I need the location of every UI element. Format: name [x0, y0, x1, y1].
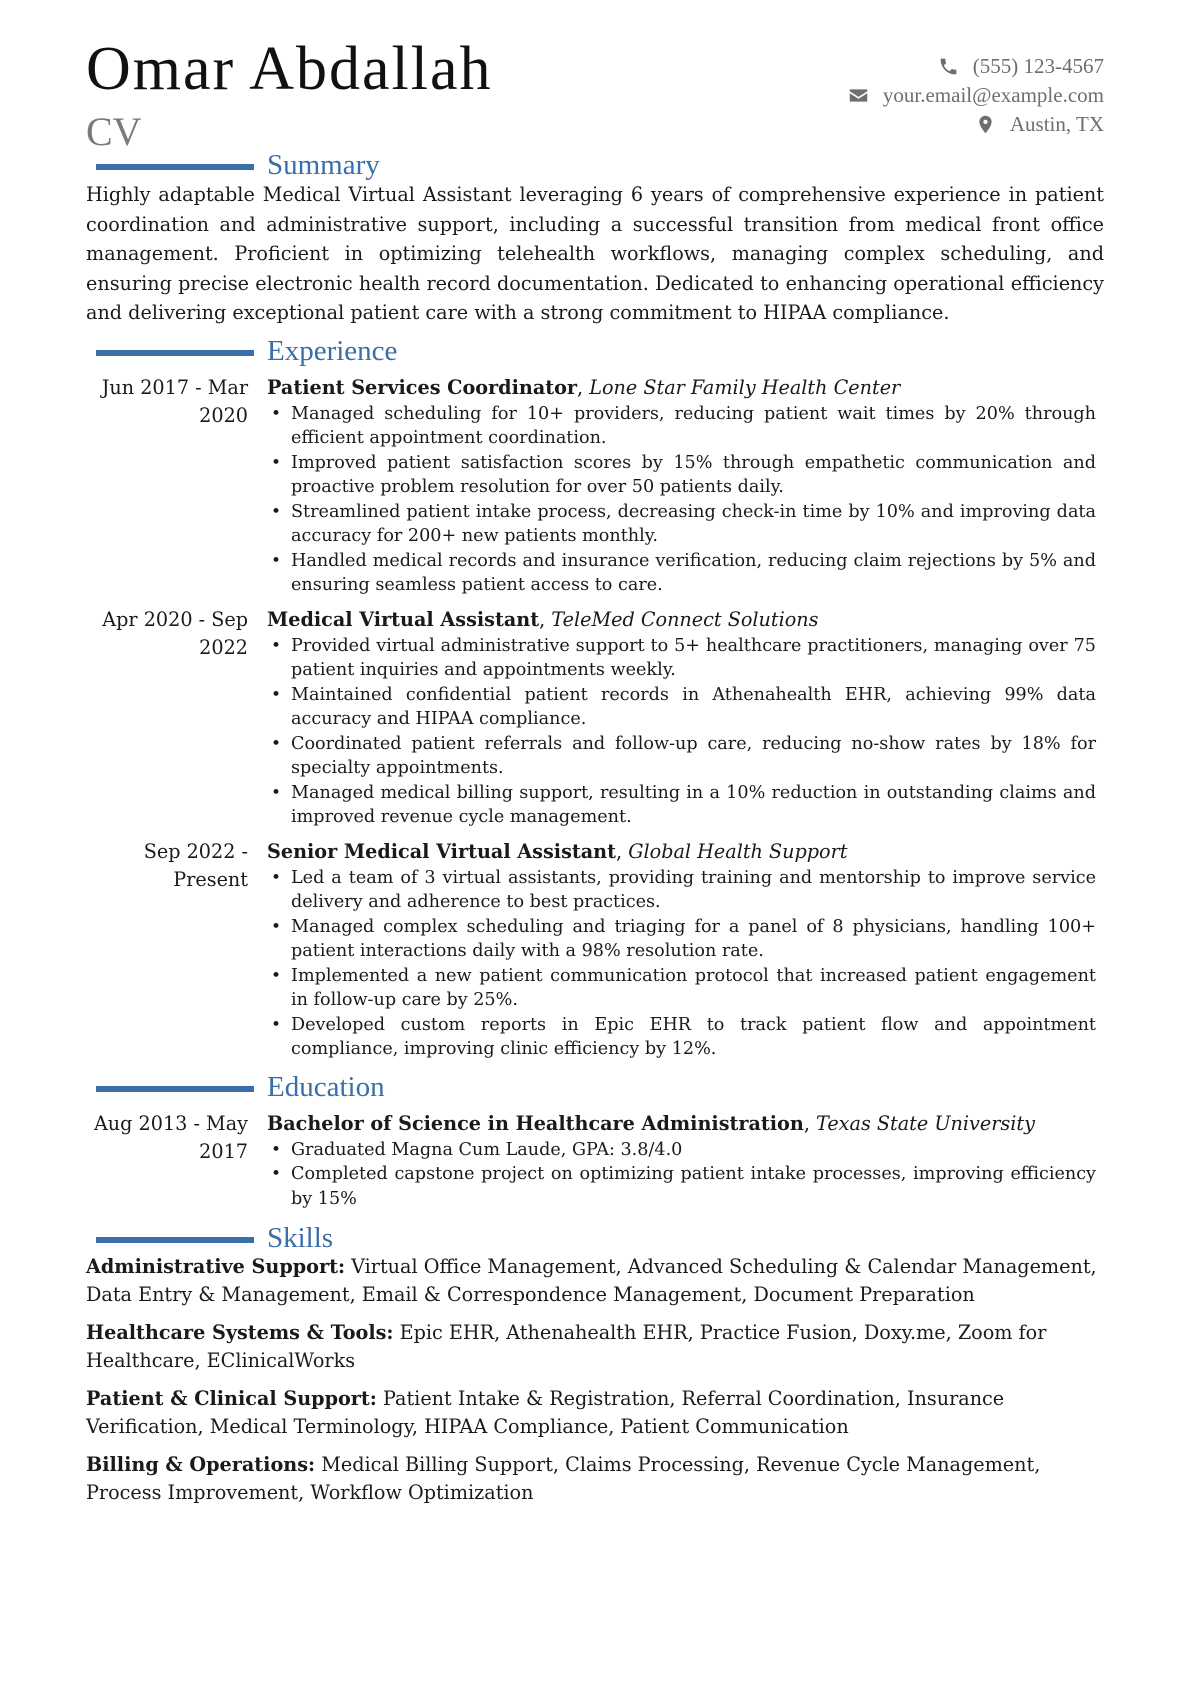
section-title-education: Education [267, 1070, 385, 1103]
entry-date: Sep 2022 - Present [143, 839, 248, 891]
candidate-name: Omar Abdallah [86, 35, 493, 103]
bullet-item: • Coordinated patient referrals and follow-up care, reducing no-show rates by 18% for specialty appointments. [267, 732, 1104, 781]
bullet-item: • Led a team of 3 virtual assistants, providing training and mentorship to improve service delivery and adherence to best practices. [267, 866, 1104, 915]
section-accent-bar [96, 164, 254, 170]
summary-heading [86, 150, 1104, 180]
bullet-item: • Managed complex scheduling and triaging for a panel of 8 physicians, handling 100+ patient interactions daily with a 98% resolution rate. [267, 915, 1104, 964]
experience-entry [86, 606, 1104, 830]
entry-institution: Texas State University [816, 1111, 1035, 1135]
bullet-item: • Streamlined patient intake process, decreasing check-in time by 10% and improving data accuracy for 200+ new patients monthly. [267, 500, 1104, 549]
bullet-item: • Provided virtual administrative support to 5+ healthcare practitioners, managing over 75 patient inquiries and appointments weekly. [267, 634, 1104, 683]
skill-group-items: Virtual Office Management, Advanced Scheduling & Calendar Management, Data Entry & Management, Email & Correspondence Management, Document Preparation [86, 1255, 1097, 1306]
section-title-skills: Skills [267, 1222, 334, 1254]
bullet-item: • Developed custom reports in Epic EHR to track patient flow and appointment compliance, improving clinic efficiency by 12%. [267, 1013, 1104, 1062]
education-heading [86, 1072, 1104, 1102]
contact-phone [848, 52, 1104, 81]
bullet-item: • Implemented a new patient communication protocol that increased patient engagement in follow-up care by 25%. [267, 964, 1104, 1013]
summary-text: Highly adaptable Medical Virtual Assistant leveraging 6 years of comprehensive experience in patient coordination and administrative support, including a successful transition from medical front office management. Proficient in optimizing telehealth workflows, managing complex scheduling, and ensuring precise electronic health record documentation. Dedicated to enhancing operational efficiency and delivering exceptional patient care with a strong commitment to HIPAA compliance. [86, 183, 1104, 324]
entry-date: Apr 2020 - Sep 2022 [102, 607, 248, 659]
phone-icon [938, 56, 959, 77]
entry-bullets [267, 1138, 1104, 1212]
bullet-item: • Completed capstone project on optimizing patient intake processes, improving efficiency by 15% [267, 1162, 1104, 1211]
entry-body [267, 606, 1104, 830]
entry-bullets [267, 402, 1104, 598]
bullet-item: • Graduated Magna Cum Laude, GPA: 3.8/4.0 [267, 1138, 1104, 1163]
skill-group [86, 1385, 1104, 1440]
map-pin-icon [975, 114, 996, 135]
entry-organization: Global Health Support [628, 839, 848, 863]
education-entry [86, 1110, 1104, 1212]
skill-group [86, 1319, 1104, 1374]
entry-organization: TeleMed Connect Solutions [551, 607, 819, 631]
skill-group-label: Administrative Support: [86, 1255, 346, 1278]
experience-entry [86, 374, 1104, 598]
bullet-item: • Handled medical records and insurance verification, reducing claim rejections by 5% and ensuring seamless patient access to care. [267, 549, 1104, 598]
entry-role: Senior Medical Virtual Assistant [267, 839, 616, 863]
entry-heading: Senior Medical Virtual Assistant, Global Health Support [267, 839, 848, 863]
document-type: CV [86, 109, 142, 154]
entry-bullets [267, 866, 1104, 1062]
entry-heading: Bachelor of Science in Healthcare Administration, Texas State University [267, 1111, 1035, 1135]
bullet-item: • Maintained confidential patient records in Athenahealth EHR, achieving 99% data accuracy and HIPAA compliance. [267, 683, 1104, 732]
contact-location [848, 110, 1104, 139]
skill-group [86, 1451, 1104, 1506]
experience-heading [86, 336, 1104, 366]
email-text[interactable]: your.email@example.com [882, 83, 1104, 107]
skills-list [86, 1253, 1104, 1506]
bullet-item: • Managed medical billing support, resulting in a 10% reduction in outstanding claims and improved revenue cycle management. [267, 781, 1104, 830]
section-title-experience: Experience [267, 334, 398, 367]
entry-degree: Bachelor of Science in Healthcare Administration [267, 1111, 804, 1135]
contact-block [848, 52, 1104, 139]
entry-bullets [267, 634, 1104, 830]
entry-date: Jun 2017 - Mar 2020 [101, 375, 248, 427]
skill-group [86, 1253, 1104, 1308]
skill-group-items: Patient Intake & Registration, Referral Coordination, Insurance Verification, Medical Terminology, HIPAA Compliance, Patient Communication [86, 1387, 1005, 1438]
contact-email [848, 81, 1104, 110]
skills-heading [86, 1223, 1104, 1253]
phone-text: (555) 123-4567 [972, 54, 1104, 78]
entry-role: Patient Services Coordinator [267, 375, 578, 399]
skill-group-label: Billing & Operations: [86, 1453, 316, 1476]
entry-role: Medical Virtual Assistant [267, 607, 540, 631]
location-text: Austin, TX [1009, 112, 1104, 136]
section-title-summary: Summary [267, 149, 380, 181]
entry-date: Aug 2013 - May 2017 [93, 1111, 248, 1163]
entry-heading: Patient Services Coordinator, Lone Star Family Health Center [267, 375, 901, 399]
section-accent-bar [96, 1086, 254, 1092]
entry-body [267, 374, 1104, 598]
cv-header [86, 0, 1104, 154]
entry-body [267, 1110, 1104, 1212]
skill-group-items: Epic EHR, Athenahealth EHR, Practice Fusion, Doxy.me, Zoom for Healthcare, EClinicalWorks [86, 1321, 1047, 1372]
bullet-item: • Improved patient satisfaction scores by 15% through empathetic communication and proactive problem resolution for over 50 patients daily. [267, 451, 1104, 500]
section-accent-bar [96, 1237, 254, 1243]
entry-organization: Lone Star Family Health Center [589, 375, 901, 399]
envelope-icon [848, 85, 869, 106]
bullet-item: • Managed scheduling for 10+ providers, reducing patient wait times by 20% through efficient appointment coordination. [267, 402, 1104, 451]
skill-group-label: Patient & Clinical Support: [86, 1387, 377, 1410]
entry-body [267, 838, 1104, 1062]
entry-heading: Medical Virtual Assistant, TeleMed Connect Solutions [267, 607, 819, 631]
skill-group-label: Healthcare Systems & Tools: [86, 1321, 394, 1344]
experience-entry [86, 838, 1104, 1062]
skill-group-items: Medical Billing Support, Claims Processing, Revenue Cycle Management, Process Improvement, Workflow Optimization [86, 1453, 1041, 1504]
section-accent-bar [96, 350, 254, 356]
